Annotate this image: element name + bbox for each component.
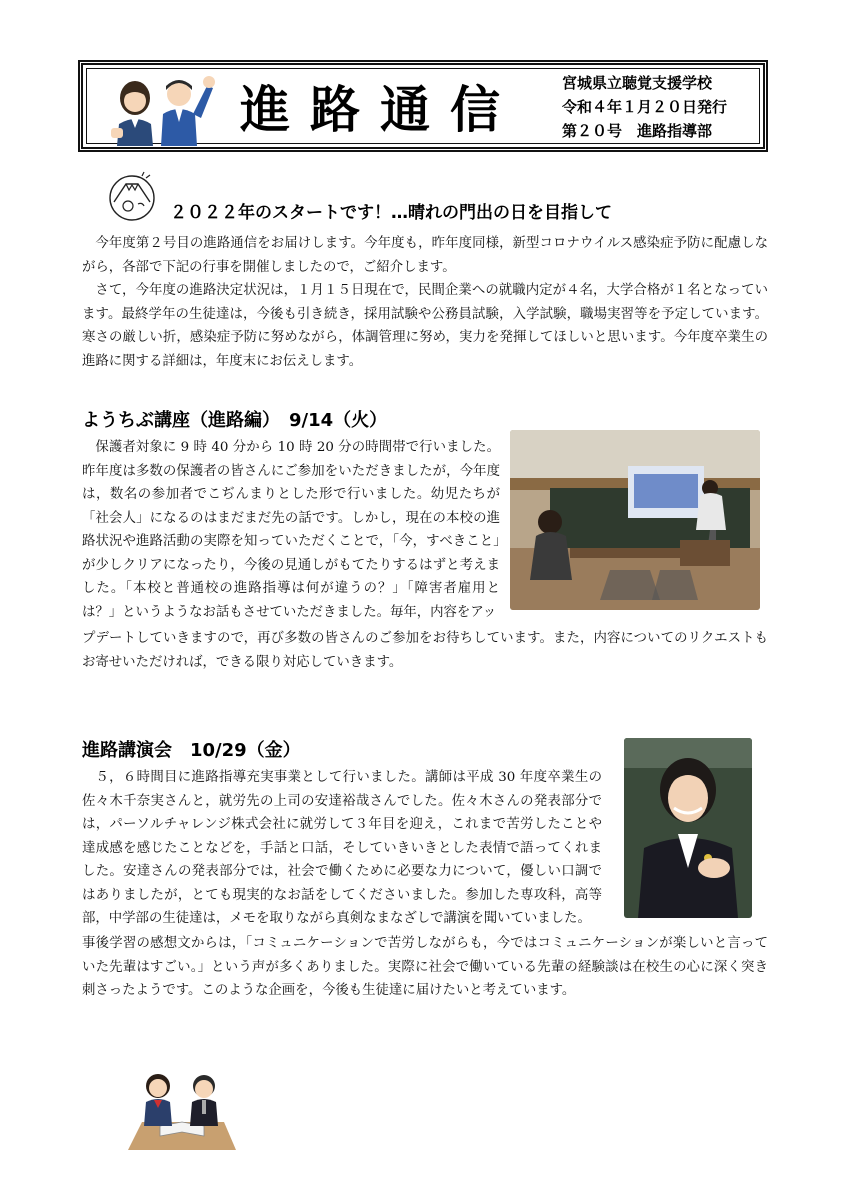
section2-body-continued [82, 932, 768, 1028]
mount-fuji-icon [106, 168, 158, 224]
classroom-photo [510, 430, 760, 610]
issue-date: 令和４年１月２０日発行 [562, 98, 728, 116]
intro-paragraph: さて，今年度の進路決定状況は，１月１５日現在で，民間企業への就職内定が４名，大学合格が１名となっています。最終学年の生徒達は，今後も引き続き，採用試験や公務員試験，入学試験，職場実習等を予定しています。寒さの厳しい折，感染症予防に努めながら，体調管理に努め，実力を発揮してほしいと思います。今年度卒業生の進路に関する詳細は，年度末にお伝えします。 [82, 283, 768, 369]
section1-paragraph: 保護者対象に 9 時 40 分から 10 時 20 分の時間帯で行いました。昨年度は多数の保護者の皆さんにご参加をいただきましたが，今年度は，数名の参加者でこぢんまりとした形で行いました。幼児たちが「社会人」になるのはまだまだ先の話です。しかし，現在の本校の進路状況や進路活動の実際を知っていただくことで，「今，すべきこと」が少しクリアになったり，今後の見通しがもてたりするはずと考えました。「本校と普通校の進路指導は何が違うの？」「障害者雇用とは？」というようなお話もさせていただきました。毎年，内容をアッ [82, 440, 500, 620]
speaker-photo [624, 738, 752, 918]
students-reading-illustration [128, 1066, 236, 1150]
section2-paragraph: ５，６時間目に進路指導充実事業として行いました。講師は平成 30 年度卒業生の佐々木千奈実さんと，就労先の上司の安達裕哉さんでした。佐々木さんの発表部分では，パーソルチャレンジ株式会社に就労して３年目を迎え，これまで苦労したことや達成感を感じたことなどを，手話と口話，そしていきいきとした表情で語ってくれました。安達さんの発表部分では，社会で働くために必要な力について，優しい口調ではありましたが，とても現実的なお話をしてくださいました。参加した専攻科，高等部，中学部の生徒達は，メモを取りながら真剣なまなざしで講演を聞いていました。 [82, 770, 602, 926]
section1-heading: ようちぶ講座（進路編） 9/14（火） [82, 410, 388, 431]
section2-heading: 進路講演会 10/29（金） [82, 740, 301, 761]
intro-body [82, 232, 768, 373]
intro-paragraph: 今年度第２号目の進路通信をお届けします。今年度も，昨年度同様，新型コロナウイルス感染症予防に配慮しながら，各部で下記の行事を開催しましたので，ご紹介します。 [82, 236, 768, 275]
section1-paragraph-hidden: プデートしていきますので，再び多数の皆さんのご参加をお待ちしています。また，内容についてのリクエストもお寄せいただければ，できる限り対応していきます。 [82, 631, 768, 670]
section2-paragraph-hidden: 事後学習の感想文からは，「コミュニケーションで苦労しながらも，今ではコミュニケーションが楽しいと言っていた先輩はすごい。」という声が多くありました。実際に社会で働いている先輩の経験談は在校生の心に深く突き刺さったようです。このような企画を，今後も生徒達に届けたいと考えています。 [82, 936, 768, 998]
cheering-people-illustration [103, 68, 223, 146]
intro-heading: ２０２２年のスタートです！…晴れの門出の日を目指して [170, 203, 612, 223]
issue-number: 第２０号 進路指導部 [562, 122, 713, 140]
section2-body-top [82, 766, 602, 931]
section1-body-continued [82, 627, 768, 699]
school-name: 宮城県立聴覚支援学校 [562, 74, 713, 92]
section1-body-top [82, 436, 500, 624]
newsletter-title: 進路通信 [240, 81, 520, 139]
